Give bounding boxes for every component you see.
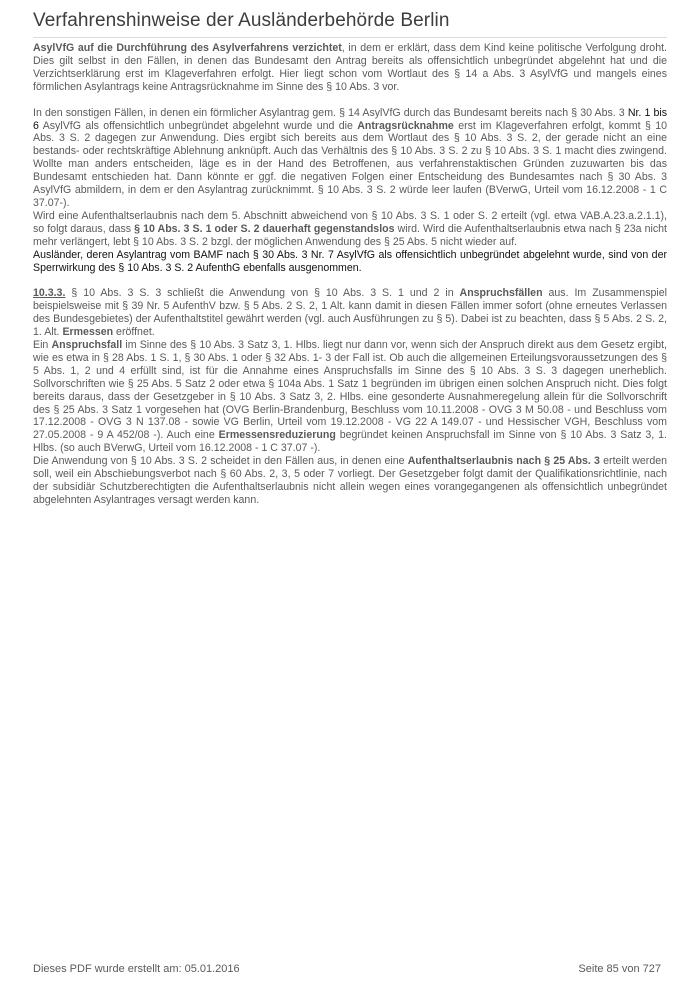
paragraph-text: begründet keinen Anspruchsfall im Sinne von § 10 Abs. 3 Satz 3, 1. Hlbs. (so auch BVerwG, Urteil vom 16.12.2008 - 1 C 37.07 -). <box>33 429 667 455</box>
bold-text: Aufenthaltserlaubnis nach § 25 Abs. 3 <box>407 455 600 468</box>
paragraph-text: , in dem er erklärt, dass dem Kind keine politische Verfolgung droht. Dies gilt selbst in den Fällen, in denen das Bundesamt den Antrag bereits als offensichtlich unbegründet abgelehnt hat und die Verzichtserklärung erst im Klageverfahren erfolgt. Hier liegt schon vom Wortlaut des § 14 a Abs. 3 AsylVfG und mangels eines förmlichen Asylantrags keine Antragsrücknahme im Sinne des § 10 Abs. 3 vor. <box>33 42 667 93</box>
highlighted-text: Nr. 1 bis 6 <box>33 106 667 132</box>
bold-text: Ermessen <box>62 326 114 339</box>
paragraph-text: wird. Wird die Aufenthaltserlaubnis etwa nach § 23a nicht mehr verlängert, lebt § 10 Abs. 3 S. 2 bzgl. der möglichen Anwendung des § 25 Abs. 5 nicht wieder auf. <box>33 222 667 248</box>
paragraph-text: erst im Klageverfahren erfolgt, kommt § 10 Abs. 3 S. 2 dagegen zur Anwendung. Dies ergibt sich bereits aus dem Wortlaut des § 10 Abs. 3 S. 2, der gerade nicht an eine bestands- oder rechtskräftige Ablehnung anknüpft. Auch das Verhältnis des § 10 Abs. 3 S. 2 zu § 10 Abs. 3 S. 1 macht dies zwingend. Wollte man anders entscheiden, läge es in der Hand des Betroffenen, aus verfahrenstaktischen Gründen zuzuwarten bis das Bundesamt entschieden hat. Dann könnte er ggf. die negativen Folgen einer Entscheidung des Bundesamtes nach § 30 Abs. 3 AsylVfG abmildern, in dem er den Asylantrag zurücknimmt. § 10 Abs. 3 S. 2 würde leer laufen (BVerwG, Urteil vom 16.12.2008 - 1 C 37.07-). <box>33 119 667 209</box>
page-footer <box>33 963 661 975</box>
paragraph-aufenthaltserlaubnis-abschnitt-5 <box>33 210 667 249</box>
bold-text: Anspruchsfall <box>51 339 123 352</box>
page-header <box>33 10 667 38</box>
paragraph-text: aus. Im Zusammenspiel beispielsweise mit § 39 Nr. 5 AufenthV bzw. § 5 Abs. 2 S. 2, 1 Alt. kann damit in diesen Fällen immer sofort (ohne erneutes Verlassen des Bundesgebietes) der Aufenthaltstitel gewährt werden (vgl. auch Ausführungen zu § 5). Dabei ist zu beachten, dass § 5 Abs. 2 S. 2, 1. Alt. <box>33 287 667 339</box>
paragraph-text: § 10 Abs. 3 S. 3 schließt die Anwendung von § 10 Abs. 3 S. 1 und 2 in <box>65 287 460 300</box>
paragraph-sonstige-faelle <box>33 107 667 210</box>
paragraph-text: Ein <box>33 339 52 352</box>
paragraph-text: AsylVfG als offensichtlich unbegründet abgelehnt wurde und die <box>38 119 358 132</box>
bold-text: Ermessensreduzierung <box>218 429 336 442</box>
paragraph-anspruchsfall <box>33 339 667 455</box>
bold-text: § 10 Abs. 3 S. 1 oder S. 2 dauerhaft gegenstandslos <box>134 222 395 235</box>
paragraph-aufenthaltserlaubnis-25-3 <box>33 455 667 507</box>
paragraph-bamf-nr7 <box>33 249 667 275</box>
bold-text: AsylVfG auf die Durchführung des Asylverfahrens verzichtet <box>33 42 342 54</box>
paragraph-text: In den sonstigen Fällen, in denen ein förmlicher Asylantrag gem. § 14 AsylVfG durch das Bundesamt bereits nach § 30 Abs. 3 <box>33 106 628 119</box>
bold-text: Anspruchsfällen <box>459 287 543 300</box>
paragraph-text: eröffnet. <box>113 326 155 339</box>
footer-created-date: Dieses PDF wurde erstellt am: 05.01.2016 <box>33 963 240 975</box>
footer-page-number: Seite 85 von 727 <box>578 963 661 975</box>
page-title: Verfahrenshinweise der Ausländerbehörde Berlin <box>33 10 450 31</box>
paragraph-section-10-3-3 <box>33 287 667 339</box>
bold-text: Antragsrücknahme <box>357 119 454 132</box>
paragraph-text: Wird eine Aufenthaltserlaubnis nach dem 5. Abschnitt abweichend von § 10 Abs. 3 S. 1 oder S. 2 erteilt (vgl. etwa VAB.A.23.a.2.1.1), so folgt daraus, dass <box>33 209 667 235</box>
paragraph-text: Die Anwendung von § 10 Abs. 3 S. 2 scheidet in den Fällen aus, in denen eine <box>33 455 408 468</box>
paragraph-asylvfg-verzicht <box>33 42 667 94</box>
document-body <box>33 42 667 507</box>
paragraph-text: Ausländer, deren Asylantrag vom BAMF nach § 30 Abs. 3 Nr. 7 AsylVfG als offensichtlich unbegründet abgelehnt wurde, sind von der Sperrwirkung des § 10 Abs. 3 S. 2 AufenthG ebenfalls ausgenommen. <box>33 248 667 274</box>
section-number: 10.3.3. <box>33 287 66 300</box>
paragraph-text: erteilt werden soll, weil ein Abschiebungsverbot nach § 60 Abs. 2, 3, 5 oder 7 vorliegt. Der Gesetzgeber folgt damit der Qualifikationsrichtlinie, nach der subsidiär Schutzberechtigten die Aufenthaltserlaubnis nicht allein wegen eines vorangegangenen als offensichtlich unbegründet abgelehnten Asylantrages versagt werden kann. <box>33 455 667 506</box>
paragraph-text: im Sinne des § 10 Abs. 3 Satz 3, 1. Hlbs. liegt nur dann vor, wenn sich der Anspruch direkt aus dem Gesetz ergibt, wie es etwa in § 28 Abs. 1 S. 1, § 30 Abs. 1 oder § 32 Abs. 1- 3 der Fall ist. Ob auch die allgemeinen Erteilungsvoraussetzungen des § 5 Abs. 1, 2 und 4 erfüllt sind, ist für die Annahme eines Anspruchsfalls im Sinne des § 10 Abs. 3 S. 3 dagegen unerheblich. Sollvorschriften wie § 25 Abs. 5 Satz 2 oder etwa § 104a Abs. 1 Satz 1 begründen im übrigen einen solchen Anspruch nicht. Dies folgt bereits daraus, dass der Gesetzgeber in § 10 Abs. 3 Satz 3, 2. Hlbs. eine gesonderte Ausnahmeregelung allein für die Sollvorschrift des § 25 Abs. 3 Satz 1 vorgesehen hat (OVG Berlin-Brandenburg, Beschluss vom 10.11.2008 - OVG 3 M 50.08 - und Beschluss vom 17.12.2008 - OVG 3 N 137.08 - sowie VG Berlin, Urteil vom 19.12.2008 - VG 22 A 149.07 - und Hessischer VGH, Beschluss vom 27.05.2008 - 9 A 452/08 -). Auch eine <box>33 339 667 442</box>
